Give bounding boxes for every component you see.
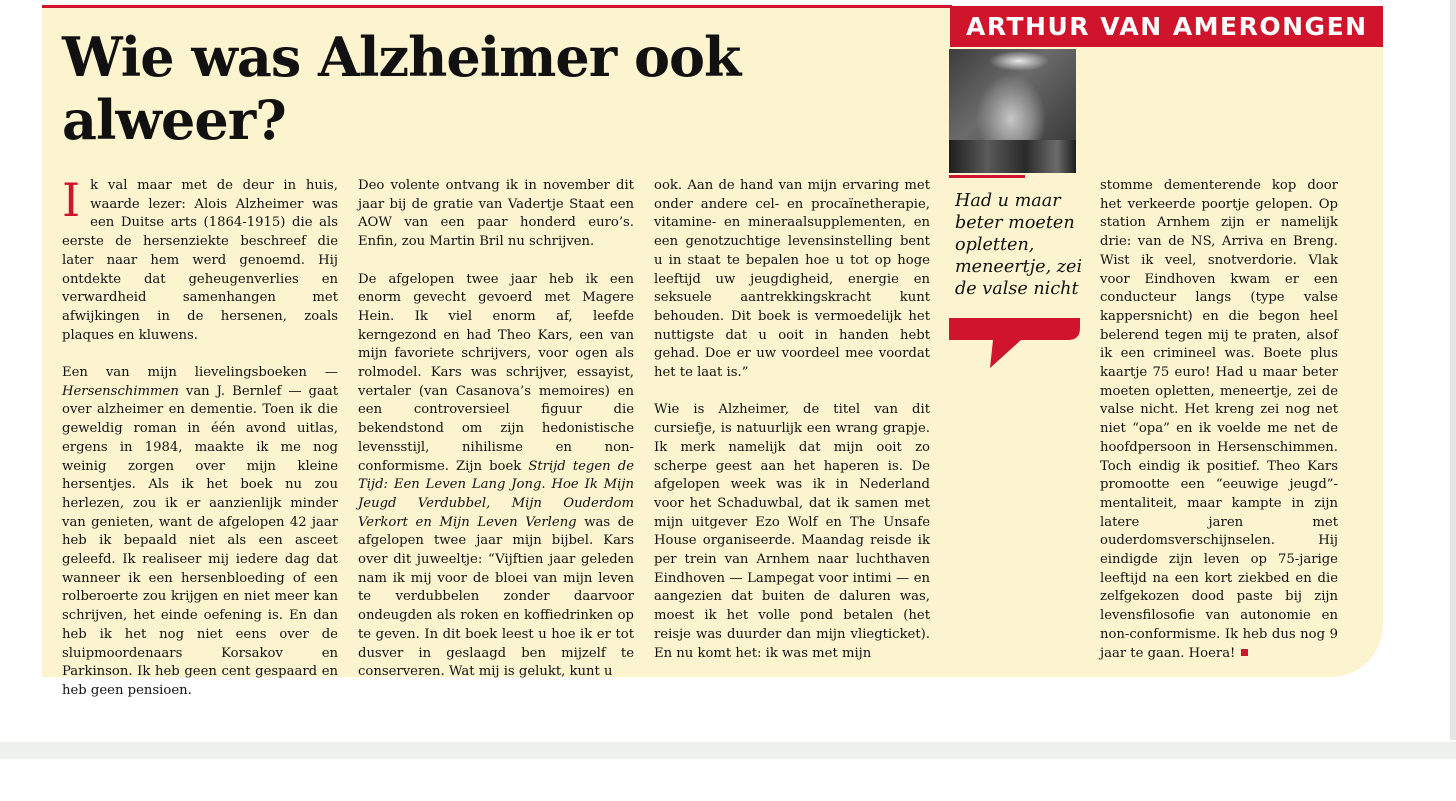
author-banner: ARTHUR VAN AMERONGEN (950, 6, 1383, 47)
speech-bubble-icon (949, 318, 1080, 368)
paragraph: ook. Aan de hand van mijn ervaring met onder andere cel- en procaïnetherapie, vitamine- en mineraalsupplementen, en een genotzuchtige levensinstelling bent u in staat te bepalen hoe u tot op hoge leeftijd uw jeugdigheid, energie en seksuele aantrekkingskracht kunt behouden. Dit boek is vermoedelijk het nuttigste dat u ooit in handen hebt gehad. Doe er uw voordeel mee voordat het te laat is.” (654, 178, 930, 381)
paragraph-text: De afgelopen twee jaar heb ik een enorm gevecht gevoerd met Magere Hein. Ik viel enorm af, leefde kerngezond en had Theo Kars, een van mijn favoriete schrijvers, voor ogen als rolmodel. Kars was schrijver, essayist, vertaler (van Casanova’s memoires) en een controversieel figuur die bekendstond om zijn hedonistische levensstijl, nihilisme en non-conformisme. Zijn boek (358, 271, 634, 474)
paragraph-text: k val maar met de deur in huis, waarde lezer: Alois Alzheimer was een Duitse arts (1864-1915) die als eerste de hersenziekte beschreef die later naar hem werd genoemd. Hij ontdekte dat geheugenverlies en verwardheid samenhangen met afwijkingen in de hersenen, zoals plaques en kluwens. (62, 178, 338, 343)
drop-cap: I (62, 173, 81, 227)
top-rule (42, 5, 952, 8)
paragraph (358, 271, 634, 682)
book-title: Strijd tegen de Tijd: Een Leven Lang Jong. Hoe Ik Mijn Jeugd Verdubbel, Mijn Ouderdom Verkort en Mijn Leven Verleng (358, 458, 634, 530)
paragraph-text: was de afgelopen twee jaar mijn bijbel. Kars over dit juweeltje: “Vijftien jaar geleden nam ik mij voor de bloei van mijn leven te verdubbelen zonder daarvoor ondeugden als roken en koffiedrinken op te geven. In dit boek leest u hoe ik er tot dusver in geslaagd ben mijzelf te conserveren. Wat mij is gelukt, kunt u (358, 514, 634, 680)
author-photo-shoulders (949, 140, 1076, 173)
article-column-3 (654, 177, 930, 663)
end-mark-icon (1241, 649, 1248, 656)
page-bottom-band (0, 742, 1456, 759)
headline: Wie was Alzheimer ook alweer? (62, 25, 741, 152)
paragraph: Deo volente ontvang ik in november dit jaar bij de gratie van Vadertje Staat een AOW van een paar honderd euro’s. Enfin, zou Martin Bril nu schrijven. (358, 178, 634, 250)
paragraph (62, 173, 338, 345)
pull-quote: Had u maar beter moeten opletten, meneertje, zei de valse nicht (955, 191, 1083, 299)
article-column-1 (62, 173, 338, 701)
book-title: Hersenschimmen (62, 383, 179, 399)
article-column-4 (1100, 177, 1338, 663)
paragraph-text: Een van mijn lievelingsboeken — (62, 365, 338, 381)
paragraph-text: van J. Bernlef — gaat over alzheimer en dementie. Toen ik die geweldig roman in één avond uitlas, ergens in 1984, maakte ik me nog weinig zorgen over mijn kleine hersentjes. Als ik het boek nu zou herlezen, zou ik er aanzienlijk minder van genieten, want de afgelopen 42 jaar heb ik bepaald niet als een asceet geleefd. Ik realiseer mij iedere dag dat wanneer ik een hersenbloeding of een rolberoerte zou krijgen en niet meer kan schrijven, het einde oefening is. En dan heb ik het nog niet eens over de sluipmoordenaars Korsakov en Parkinson. Ik heb geen cent gespaard en heb geen pensioen. (62, 383, 338, 698)
page-edge (1450, 0, 1456, 740)
paragraph (62, 364, 338, 701)
paragraph (1100, 177, 1338, 663)
paragraph: Wie is Alzheimer, de titel van dit cursiefje, is natuurlijk een wrang grapje. Ik merk namelijk dat mijn ooit zo scherpe geest aan het haperen is. De afgelopen week was ik in Nederland voor het Schaduwbal, dat ik samen met mijn uitgever Ezo Wolf en The Unsafe House organiseerde. Maandag reisde ik per trein van Arnhem naar luchthaven Eindhoven — Lampegat voor intimi — en aangezien dat buiten de daluren was, moest ik het volle pond betalen (het reisje was duurder dan mijn vliegticket). En nu komt het: ik was met mijn (654, 402, 930, 661)
article-column-2 (358, 177, 634, 682)
paragraph-text: stomme dementerende kop door het verkeerde poortje gelopen. Op station Arnhem zijn er namelijk drie: van de NS, Arriva en Breng. Wist ik veel, snotverdorie. Vlak voor Eindhoven kwam er een conducteur langs (type valse kappersnicht) en die begon heel belerend tegen mij te praten, alsof ik een crimineel was. Boete plus kaartje 75 euro! Had u maar beter moeten opletten, meneertje, zei de valse nicht. Het kreng zei nog net niet “opa” en ik voelde me net de hoofdpersoon in Hersenschimmen. Toch eindig ik positief. Theo Kars promootte een “eeuwige jeugd”-mentaliteit, maar kampte in zijn latere jaren met ouderdomsverschijnselen. Hij eindigde zijn leven op 75-jarige leeftijd na een kort ziekbed en die zelfgekozen dood paste bij zijn levensfilosofie van autonomie en non-conformisme. Ik heb dus nog 9 jaar te gaan. Hoera! (1100, 178, 1338, 661)
pull-quote-rule (949, 175, 1025, 178)
